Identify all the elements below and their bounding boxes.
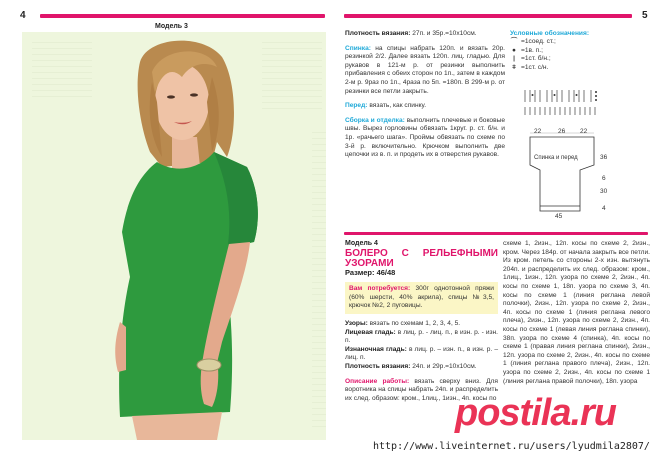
density-value: 27п. и 35р.=10х10см. [412, 30, 477, 37]
dim-side-6: 6 [602, 175, 606, 182]
model-4-label: Модель 4 [345, 240, 378, 247]
section-divider [344, 232, 648, 235]
stitch-chart-icon [522, 88, 602, 118]
stockinette-label: Лицевая гладь: [345, 328, 396, 336]
back-text: на спицы набрать 120п. и вязать 20р. резинкой 2/2. Далее вязать 120п. лиц. гладью. Для рукавов в 121-м р. от резинки выполнить прибавления с обеих сторон по 1п., затем в каждом 2-м р. 9раз по 1п., 4раза по 5п. =180п. В 299-м р. от резинки все петли закрыть. [345, 44, 505, 95]
single-crochet-icon: | [513, 55, 515, 63]
dim-side-36: 36 [600, 154, 608, 161]
header-rule-left [40, 14, 325, 18]
density-label: Плотность вязания: [345, 362, 411, 370]
model-3-title: Модель 3 [155, 23, 188, 30]
legend-text: =1в. п.; [521, 46, 543, 54]
model-4-title: БОЛЕРО С РЕЛЬЕФНЫМИ УЗОРАМИ [345, 247, 498, 269]
legend [510, 30, 650, 72]
watermark-logo: postila.ru [455, 392, 617, 434]
patterns-line [345, 320, 498, 329]
work-label: Описание работы: [345, 377, 410, 385]
model-3-instructions [345, 30, 505, 166]
chain-stitch-icon: ● [512, 46, 516, 54]
legend-item [510, 47, 650, 55]
dim-side-30: 30 [600, 188, 608, 195]
stockinette-text: в лиц. р. - лиц. п., в изн. р. - изн. п. [345, 328, 498, 345]
reverse-stockinette-label: Изнаночная гладь: [345, 345, 407, 353]
stockinette-line [345, 329, 498, 346]
patterns-text: вязать по схемам 1, 2, 3, 4, 5. [369, 319, 461, 327]
front-label: Перед: [345, 102, 368, 110]
dim-side-4: 4 [602, 205, 606, 212]
assembly-text: выполнить плечевые и боковые швы. Вырез горловины обвязать 1круг. р. ст. б/н. и 1р. «рачьего шага». Проймы обвязать по схеме по 3-й р. включительно. Крючком выполнить две цепочки из в. п. и продеть их в отверстия рукавов. [345, 116, 506, 159]
model-4-density [345, 363, 498, 372]
assembly-paragraph [345, 117, 505, 160]
schematic-outline [520, 125, 650, 220]
legend-item [510, 38, 650, 46]
model-4-column-right: схеме 1, 2изн., 12п. косы по схеме 2, 2изн., кром. Через 184р. от начала закрыть все петли. Из кром. петель со стороны 2-х изн. вытянуть 204п. и распределить их след. образом: кром., 1лиц., 1изн., 12п. узора по схеме 2, 2изн., 4п. косы по схеме 1, 18п. узора по схеме 3, 4п. косы по схеме 1 (линия реглана левой полочки), 2изн., 12п. узора по схеме 2, 2изн., 4п. косы по схеме 1 (линия реглана левого плеча), 2изн., 12п. узора по схеме 2, 2изн., 4п. косы по схеме 1 (левая линия реглана спинки), 38п. узора по схеме 4 (спинка), 4п. косы по схеме 1 (правая линия реглана спинки), 2изн., 12п. узора по схеме 2, 2изн., 4п. косы по схеме 1 (линия реглана правого плеча), 2изн., 12п. узора по схеме 2, 2изн., 4п. косы по схеме 1 (линия реглана правой полочки), 18п. узора [503, 240, 650, 385]
front-text: вязать, как спинку. [369, 102, 427, 110]
dim-top-center: 26 [558, 128, 566, 135]
patterns-label: Узоры: [345, 319, 368, 327]
legend-item [510, 55, 650, 63]
legend-item [510, 64, 650, 72]
materials-label: Вам потребуется: [349, 285, 411, 293]
page-number-left: 4 [20, 10, 26, 21]
model-photo [22, 32, 326, 440]
density-paragraph [345, 30, 505, 39]
density-value: 24п. и 29р.=10х10см. [412, 362, 477, 370]
page-number-right: 5 [642, 10, 648, 21]
density-label: Плотность вязания: [345, 30, 411, 37]
legend-text: =1ст. б/н.; [521, 55, 551, 63]
back-paragraph [345, 45, 505, 97]
garment-schematic [520, 125, 650, 220]
watermark-url: http://www.liveinternet.ru/users/lyudmila2807/ [370, 441, 653, 452]
background-schematic [32, 42, 92, 102]
legend-text: =1ст. с/н. [521, 63, 549, 71]
header-rule-right [344, 14, 632, 18]
model-4-column-left [345, 240, 498, 403]
dim-bottom: 45 [555, 213, 563, 220]
background-text [312, 132, 326, 432]
legend-title: Условные обозначения: [510, 30, 590, 37]
front-paragraph [345, 102, 505, 111]
work-text: вязать сверху вниз. Для воротника на спицы набрать 24п. и распределить их след. образом: кром., 1лиц., 1изн., 4п. косы по [345, 377, 498, 402]
background-chart [262, 42, 322, 112]
materials-box [345, 282, 498, 314]
back-label: Спинка: [345, 44, 371, 52]
schematic-label: Спинка и перед [534, 155, 578, 161]
dim-top-right: 22 [580, 128, 588, 135]
dim-top-left: 22 [534, 128, 542, 135]
materials-text: 300г однотонной пряжи (60% шерсти, 40% акрила), спицы №3,5, крючок №2, 2 пуговицы. [349, 285, 494, 310]
slip-stitch-icon: ⌒ [510, 38, 518, 46]
model-4-size: Размер: 46/48 [345, 267, 396, 277]
assembly-label: Сборка и отделка: [345, 116, 405, 124]
double-crochet-icon: ǂ [512, 63, 516, 71]
reverse-stockinette-line [345, 346, 498, 363]
reverse-stockinette-text: в лиц. р. – изн. п., в изн. р. – лиц. п. [345, 345, 498, 362]
legend-text: =1соед. ст.; [521, 38, 556, 46]
